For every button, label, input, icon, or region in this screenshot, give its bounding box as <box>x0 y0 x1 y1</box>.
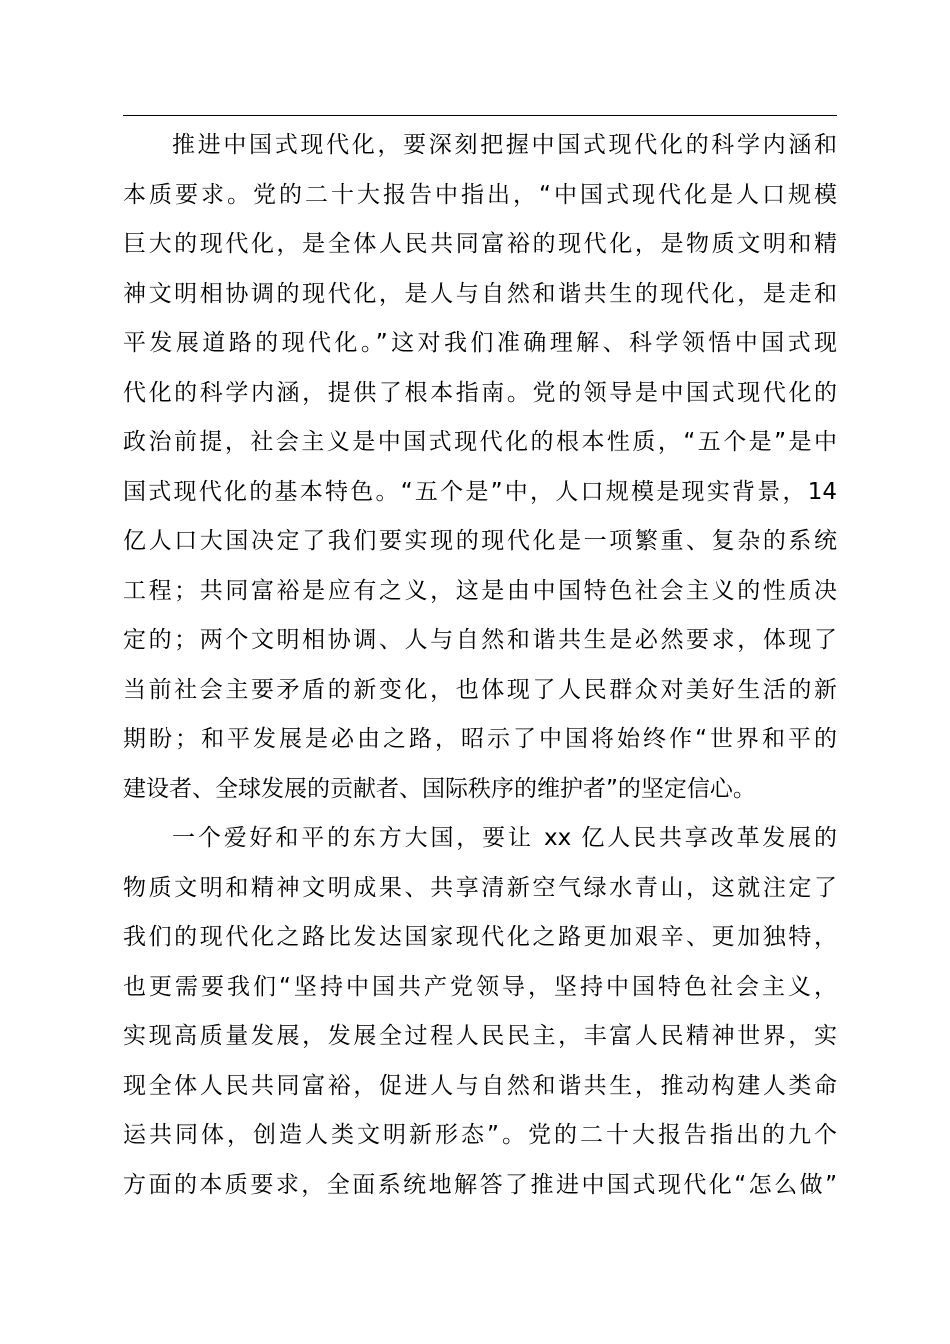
text-line: 也更需要我们“坚持中国共产党领导，坚持中国特色社会主义， <box>123 973 837 1000</box>
text-line: 亿人口大国决定了我们要实现的现代化是一项繁重、复杂的系统 <box>123 528 837 554</box>
text-line: 物质文明和精神文明成果、共享清新空气绿水青山，这就注定了 <box>123 874 837 901</box>
text-line: 我们的现代化之路比发达国家现代化之路更加艰辛、更加独特， <box>123 924 837 950</box>
text-line: 期盼；和平发展是必由之路，昭示了中国将始终作“世界和平的 <box>123 726 837 752</box>
text-line: 方面的本质要求，全面系统地解答了推进中国式现代化“怎么做” <box>123 1171 837 1198</box>
text-line: 建设者、全球发展的贡献者、国际秩序的维护者”的坚定信心。 <box>123 775 756 802</box>
text-line: 政治前提，社会主义是中国式现代化的根本性质，“五个是”是中 <box>123 429 837 455</box>
text-line: 工程；共同富裕是应有之义，这是由中国特色社会主义的性质决 <box>123 577 837 604</box>
text-line: 本质要求。党的二十大报告中指出，“中国式现代化是人口规模 <box>123 181 837 208</box>
text-line: 平发展道路的现代化。”这对我们准确理解、科学领悟中国式现 <box>123 330 837 356</box>
text-line: 推进中国式现代化，要深刻把握中国式现代化的科学内涵和 <box>172 132 837 158</box>
text-line: 国式现代化的基本特色。“五个是”中，人口规模是现实背景，14 <box>123 478 837 505</box>
text-line: 一个爱好和平的东方大国，要让 xx 亿人民共享改革发展的 <box>172 825 837 851</box>
paragraph-1 <box>123 121 837 814</box>
text-line: 代化的科学内涵，提供了根本指南。党的领导是中国式现代化的 <box>123 379 837 406</box>
text-line: 运共同体，创造人类文明新形态”。党的二十大报告指出的九个 <box>123 1122 837 1148</box>
body-text <box>123 121 837 1210</box>
text-line: 当前社会主要矛盾的新变化，也体现了人民群众对美好生活的新 <box>123 676 837 703</box>
text-line: 现全体人民共同富裕，促进人与自然和谐共生，推动构建人类命 <box>123 1072 837 1099</box>
text-line: 神文明相协调的现代化，是人与自然和谐共生的现代化，是走和 <box>123 280 837 307</box>
header-rule <box>123 115 837 116</box>
paragraph-2 <box>123 814 837 1210</box>
text-line: 实现高质量发展，发展全过程人民民主，丰富人民精神世界，实 <box>123 1023 837 1049</box>
text-line: 巨大的现代化，是全体人民共同富裕的现代化，是物质文明和精 <box>123 231 837 257</box>
text-line: 定的；两个文明相协调、人与自然和谐共生是必然要求，体现了 <box>123 627 837 653</box>
